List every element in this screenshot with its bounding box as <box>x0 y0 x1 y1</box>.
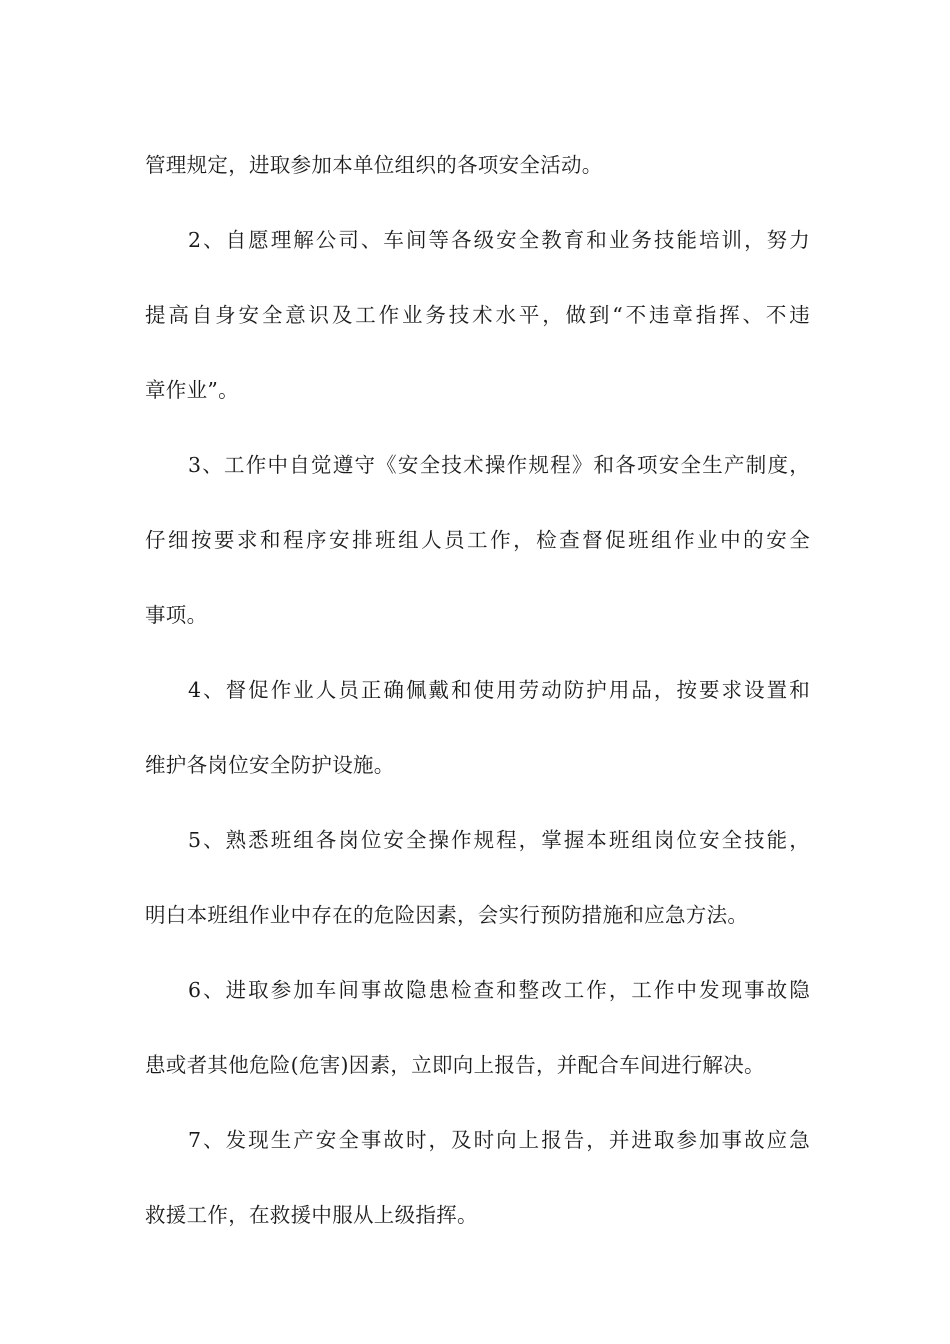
paragraph-line: 5、熟悉班组各岗位安全操作规程，掌握本班组岗位安全技能， <box>188 828 810 852</box>
paragraph-line: 4、督促作业人员正确佩戴和使用劳动防护用品，按要求设置和 <box>188 678 810 702</box>
paragraph-line: 章作业”。 <box>145 378 239 402</box>
paragraph-line: 2、自愿理解公司、车间等各级安全教育和业务技能培训，努力 <box>188 228 810 252</box>
paragraph-line: 6、进取参加车间事故隐患检查和整改工作，工作中发现事故隐 <box>188 978 810 1002</box>
paragraph-line: 明白本班组作业中存在的危险因素，会实行预防措施和应急方法。 <box>145 903 749 927</box>
paragraph-line: 提高自身安全意识及工作业务技术水平，做到“不违章指挥、不违 <box>145 303 810 327</box>
paragraph-line: 仔细按要求和程序安排班组人员工作，检查督促班组作业中的安全 <box>145 528 810 552</box>
paragraph-line: 事项。 <box>145 603 208 627</box>
paragraph-line: 维护各岗位安全防护设施。 <box>145 753 395 777</box>
paragraph-line: 管理规定，进取参加本单位组织的各项安全活动。 <box>145 153 603 177</box>
document-body <box>145 128 810 1253</box>
paragraph-line: 3、工作中自觉遵守《安全技术操作规程》和各项安全生产制度， <box>188 453 810 477</box>
paragraph-line: 7、发现生产安全事故时，及时向上报告，并进取参加事故应急 <box>188 1128 810 1152</box>
paragraph-line: 患或者其他危险(危害)因素，立即向上报告，并配合车间进行解决。 <box>145 1053 765 1077</box>
paragraph-line: 救援工作，在救援中服从上级指挥。 <box>145 1203 478 1227</box>
